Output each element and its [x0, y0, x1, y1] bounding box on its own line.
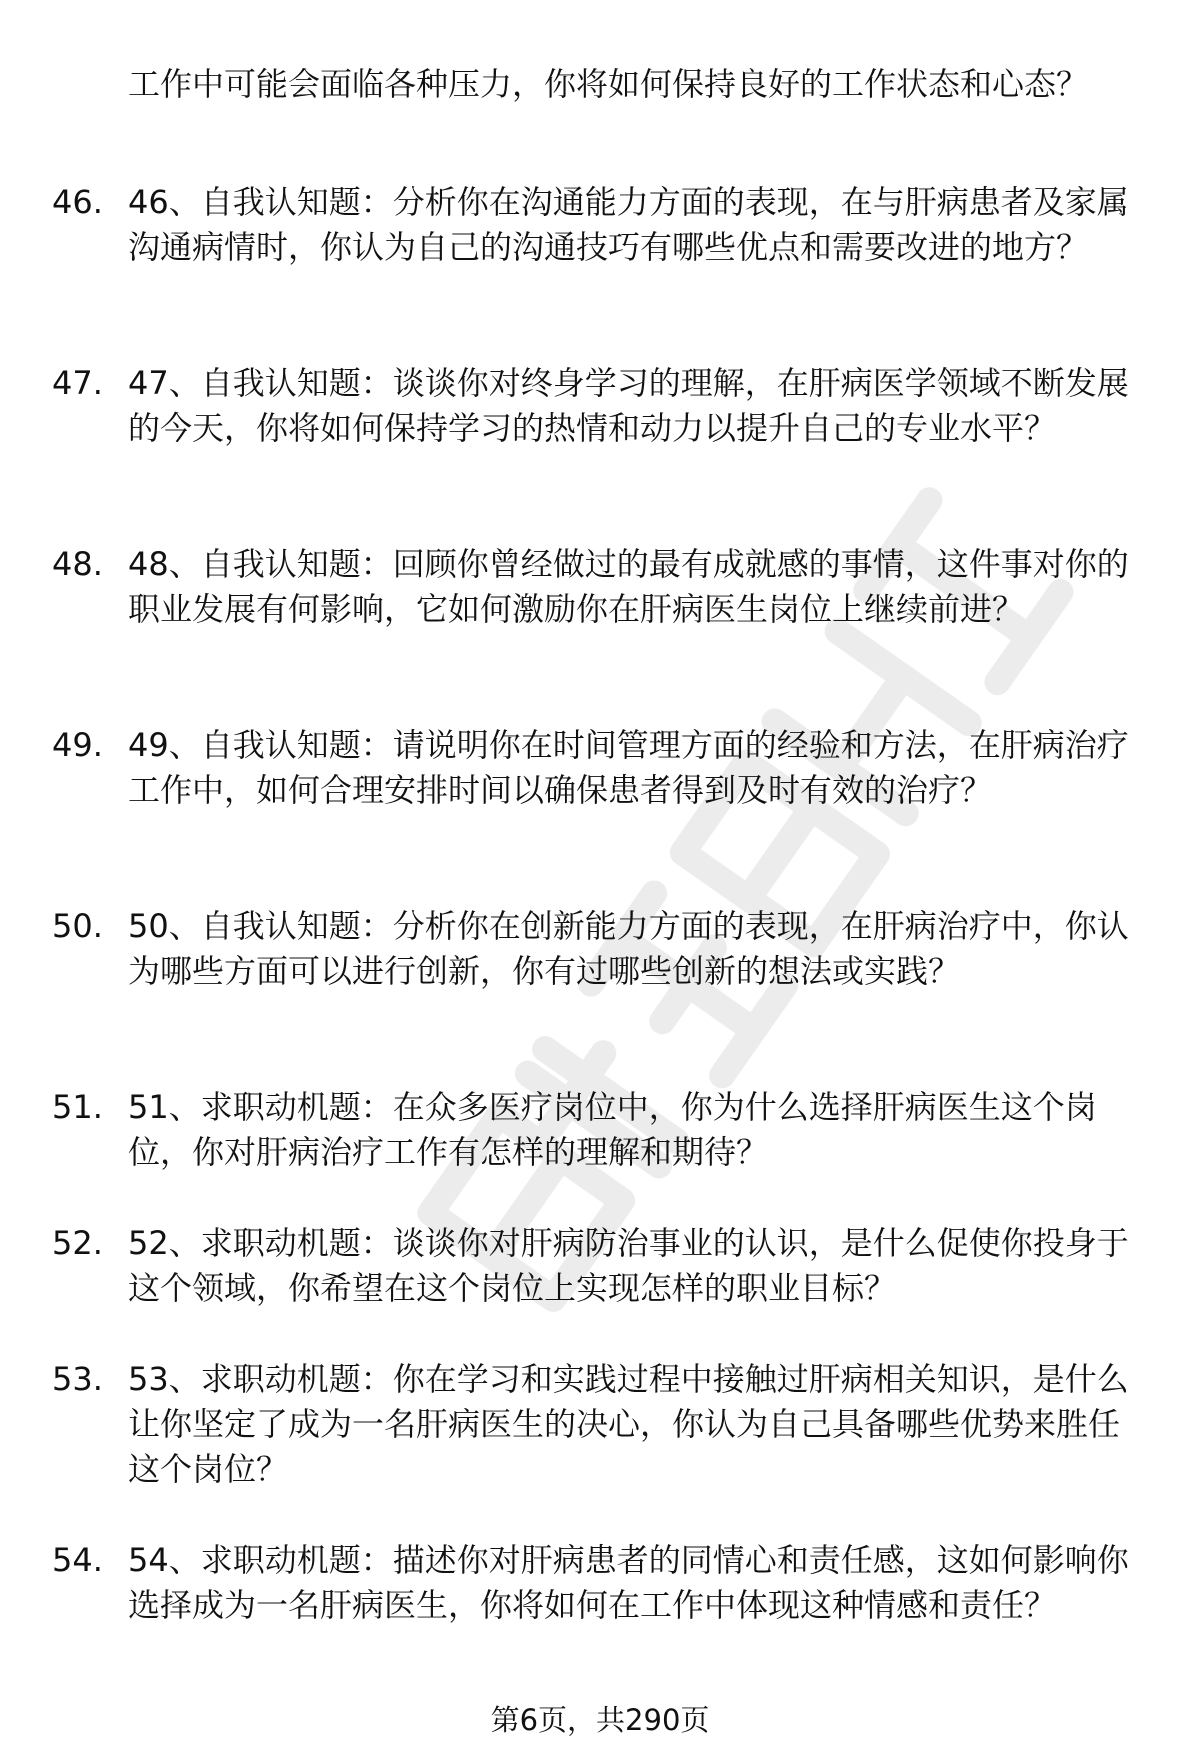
question-number: 52. — [52, 1224, 103, 1262]
page-footer: 第6页，共290页 — [490, 1703, 710, 1737]
question-text: 53、求职动机题：你在学习和实践过程中接触过肝病相关知识，是什么让你坚定了成为一名肝病医生的决心，你认为自己具备哪些优势来胜任这个岗位？ — [128, 1360, 1129, 1488]
question-number: 53. — [52, 1360, 103, 1398]
question-text: 54、求职动机题：描述你对肝病患者的同情心和责任感，这如何影响你选择成为一名肝病医生，你将如何在工作中体现这种情感和责任？ — [128, 1541, 1129, 1624]
question-item — [0, 1538, 1200, 1719]
question-item — [0, 361, 1200, 542]
question-text: 49、自我认知题：请说明你在时间管理方面的经验和方法，在肝病治疗工作中，如何合理安排时间以确保患者得到及时有效的治疗？ — [128, 726, 1129, 809]
question-text: 52、求职动机题：谈谈你对肝病防治事业的认识，是什么促使你投身于这个领域，你希望在这个岗位上实现怎样的职业目标？ — [128, 1224, 1129, 1307]
question-item — [0, 1357, 1200, 1538]
question-item — [0, 1085, 1200, 1221]
question-text: 46、自我认知题：分析你在沟通能力方面的表现，在与肝病患者及家属沟通病情时，你认为自己的沟通技巧有哪些优点和需要改进的地方？ — [128, 183, 1129, 266]
question-text: 47、自我认知题：谈谈你对终身学习的理解，在肝病医学领域不断发展的今天，你将如何保持学习的热情和动力以提升自己的专业水平？ — [128, 364, 1129, 447]
question-item — [0, 1221, 1200, 1357]
question-number: 54. — [52, 1541, 103, 1579]
question-number: 47. — [52, 364, 103, 402]
question-number: 51. — [52, 1088, 103, 1126]
question-text: 50、自我认知题：分析你在创新能力方面的表现，在肝病治疗中，你认为哪些方面可以进行创新，你有过哪些创新的想法或实践？ — [128, 907, 1129, 990]
question-number: 48. — [52, 545, 103, 583]
question-text: 51、求职动机题：在众多医疗岗位中，你为什么选择肝病医生这个岗位，你对肝病治疗工作有怎样的理解和期待？ — [128, 1088, 1097, 1171]
question-text: 48、自我认知题：回顾你曾经做过的最有成就感的事情，这件事对你的职业发展有何影响，它如何激励你在肝病医生岗位上继续前进？ — [128, 545, 1129, 628]
question-item — [0, 542, 1200, 723]
question-list — [0, 180, 1200, 1719]
question-item — [0, 180, 1200, 361]
continuation-text: 工作中可能会面临各种压力，你将如何保持良好的工作状态和心态？ — [128, 65, 1089, 103]
question-number: 46. — [52, 183, 103, 221]
question-item — [0, 723, 1200, 904]
question-number: 50. — [52, 907, 103, 945]
question-number: 49. — [52, 726, 103, 764]
question-item — [0, 904, 1200, 1085]
